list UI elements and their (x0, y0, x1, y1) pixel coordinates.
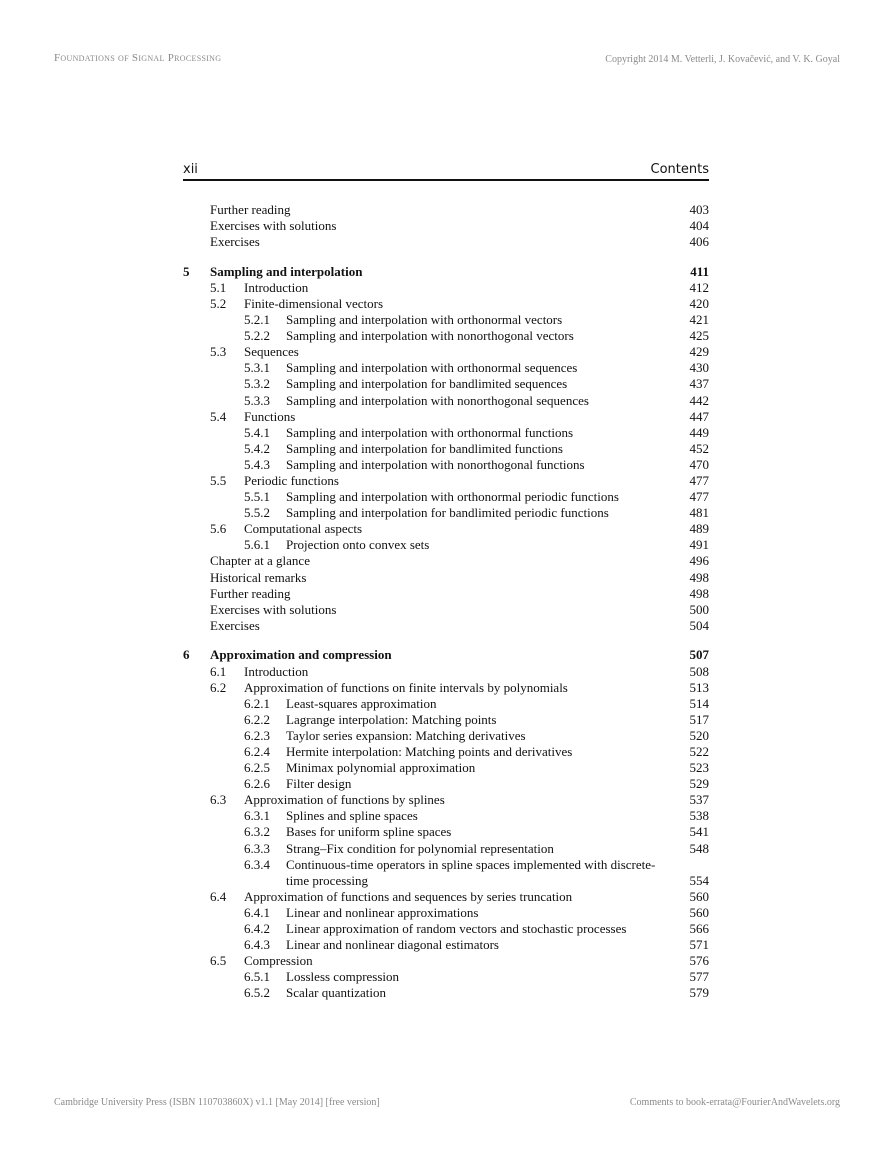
toc-entry-page: 470 (689, 456, 709, 472)
toc-entry-page: 554 (689, 872, 709, 888)
toc-entry-number: 5.4.3 (244, 456, 270, 472)
toc-entry-number: 6.2.3 (244, 727, 270, 743)
toc-entry-title: Least-squares approximation (286, 695, 437, 711)
toc-entry-page: 420 (689, 295, 709, 311)
toc-entry[interactable] (183, 570, 709, 586)
toc-entry-page: 403 (689, 202, 709, 217)
toc-entry[interactable] (183, 664, 709, 680)
toc-entry-title: Approximation and compression (210, 647, 392, 663)
toc-entry-number: 5 (183, 263, 190, 279)
toc-entry-title: Sampling and interpolation for bandlimited periodic functions (286, 505, 609, 521)
toc-entry-title: Linear approximation of random vectors and stochastic processes (286, 921, 627, 937)
toc-entry-page: 498 (689, 585, 709, 601)
toc-entry[interactable] (183, 985, 709, 1001)
toc-entry[interactable] (183, 360, 709, 376)
toc-entry[interactable] (183, 441, 709, 457)
toc-entry-number: 6.4 (210, 888, 227, 904)
toc-entry-page: 507 (689, 647, 709, 663)
toc-entry-number: 6.2.5 (244, 760, 270, 776)
toc-entry-number: 5.2 (210, 295, 227, 311)
toc-entry-number: 5.3.3 (244, 392, 270, 408)
toc-entry-page: 529 (689, 776, 709, 792)
toc-entry-page: 496 (689, 553, 709, 569)
toc-entry-title: Filter design (286, 776, 352, 792)
toc-entry-page: 447 (689, 408, 709, 424)
toc-entry[interactable] (183, 425, 709, 441)
book-title-header: Foundations of Signal Processing (54, 52, 222, 64)
toc-entry-number: 6.2 (210, 679, 227, 695)
toc-entry[interactable] (183, 393, 709, 409)
toc-entry-title: Minimax polynomial approximation (286, 760, 476, 776)
toc-entry-title: Sampling and interpolation (210, 263, 363, 279)
toc-entry[interactable] (183, 824, 709, 840)
toc-entry-page: 517 (689, 711, 709, 727)
toc-entry-page: 523 (689, 760, 709, 776)
toc-entry[interactable] (183, 521, 709, 537)
toc-entry[interactable] (183, 841, 709, 857)
toc-entry-page: 504 (689, 617, 709, 633)
toc-entry-title: Continuous-time operators in spline spaces implemented with discrete- (286, 856, 656, 872)
toc-entry-number: 5.4.1 (244, 424, 270, 440)
toc-entry[interactable] (183, 344, 709, 360)
toc-entry-title: Compression (244, 953, 313, 969)
toc-entry-number: 6.4.3 (244, 937, 270, 953)
toc-entry-number: 6.5.1 (244, 969, 270, 985)
toc-entry-page: 520 (689, 727, 709, 743)
toc-entry-page: 481 (689, 505, 709, 521)
toc-entry-page: 514 (689, 695, 709, 711)
table-of-contents (183, 202, 709, 1002)
toc-entry-title: Sampling and interpolation with orthonormal sequences (286, 360, 578, 376)
toc-entry-number: 5.6.1 (244, 537, 270, 553)
toc-entry[interactable] (183, 776, 709, 792)
toc-entry-title: Hermite interpolation: Matching points and derivatives (286, 744, 573, 759)
toc-entry-page: 579 (689, 985, 709, 1001)
toc-entry[interactable] (183, 953, 709, 969)
toc-entry-title: Linear and nonlinear diagonal estimators (286, 937, 499, 953)
toc-entry-number: 5.2.2 (244, 328, 270, 344)
toc-entry[interactable] (183, 792, 709, 808)
toc-entry-title: Sampling and interpolation with nonorthogonal vectors (286, 328, 574, 344)
toc-entry[interactable] (183, 760, 709, 776)
toc-entry-title: Bases for uniform spline spaces (286, 824, 452, 840)
toc-entry[interactable] (183, 457, 709, 473)
toc-entry[interactable] (183, 969, 709, 985)
toc-entry-title: Chapter at a glance (210, 553, 310, 569)
running-head (183, 162, 709, 181)
toc-entry-number: 5.5 (210, 473, 227, 488)
toc-entry-page: 412 (689, 279, 709, 295)
toc-entry-number: 6.2.1 (244, 695, 270, 711)
toc-entry-page: 404 (689, 218, 709, 234)
toc-entry-title: Sampling and interpolation with orthonormal periodic functions (286, 489, 619, 505)
toc-entry[interactable] (183, 218, 709, 234)
toc-entry-title: Strang–Fix condition for polynomial representation (286, 840, 554, 856)
toc-entry-page: 430 (689, 360, 709, 376)
toc-entry-title: Projection onto convex sets (286, 537, 430, 553)
toc-entry[interactable] (183, 328, 709, 344)
toc-entry-number: 6.2.6 (244, 776, 270, 792)
toc-entry-number: 5.5.2 (244, 505, 270, 521)
toc-entry-title: Functions (244, 408, 296, 424)
publisher-footer: Cambridge University Press (ISBN 110703860X) v1.1 [May 2014] [free version] (54, 1097, 380, 1108)
toc-entry-number: 6.5 (210, 953, 227, 969)
toc-entry-number: 5.1 (210, 279, 227, 295)
toc-entry[interactable] (183, 921, 709, 937)
toc-entry[interactable] (183, 712, 709, 728)
toc-entry-page: 425 (689, 328, 709, 344)
toc-entry-page: 429 (689, 344, 709, 360)
toc-entry-page: 411 (690, 263, 709, 279)
toc-entry-title: Exercises with solutions (210, 601, 337, 617)
toc-entry-page: 577 (689, 969, 709, 985)
toc-entry-title: Further reading (210, 585, 291, 601)
copyright-header: Copyright 2014 M. Vetterli, J. Kovačević, and V. K. Goyal (605, 54, 840, 65)
toc-entry-number: 6.2.2 (244, 711, 270, 727)
toc-entry-title: Further reading (210, 202, 291, 217)
toc-entry[interactable] (183, 280, 709, 296)
toc-entry[interactable] (183, 505, 709, 521)
toc-entry-page: 498 (689, 569, 709, 585)
toc-entry[interactable] (183, 696, 709, 712)
toc-entry-page: 576 (689, 953, 709, 969)
toc-entry[interactable] (183, 905, 709, 921)
toc-entry-number: 5.5.1 (244, 489, 270, 505)
toc-entry-title: Introduction (244, 663, 309, 679)
toc-entry-title: Sampling and interpolation with orthonormal vectors (286, 312, 563, 328)
toc-entry-number: 5.3.2 (244, 376, 270, 392)
toc-entry-number: 6.3.1 (244, 808, 270, 824)
toc-entry-page: 537 (689, 792, 709, 808)
toc-entry[interactable] (183, 537, 709, 553)
toc-entry-title: Sampling and interpolation with nonorthogonal functions (286, 456, 585, 472)
toc-entry-title: Sampling and interpolation for bandlimited functions (286, 440, 563, 456)
toc-entry-title: Exercises (210, 234, 260, 250)
toc-entry-title: Sequences (244, 344, 299, 360)
toc-entry-title: Historical remarks (210, 569, 307, 585)
toc-entry-page: 560 (689, 888, 709, 904)
toc-chapter-entry[interactable] (183, 264, 709, 280)
toc-entry-page: 548 (689, 840, 709, 856)
toc-entry-number: 6.3.2 (244, 824, 270, 840)
toc-entry-number: 5.3.1 (244, 360, 270, 376)
errata-footer: Comments to book-errata@FourierAndWavelets.org (629, 1097, 840, 1108)
toc-entry-title: Exercises with solutions (210, 218, 337, 234)
toc-entry[interactable] (183, 376, 709, 392)
toc-entry-page: 437 (689, 376, 709, 392)
toc-entry-title: Linear and nonlinear approximations (286, 904, 479, 920)
toc-entry[interactable] (183, 312, 709, 328)
toc-entry-title: Scalar quantization (286, 985, 386, 1001)
toc-entry-page: 541 (689, 824, 709, 840)
toc-entry-title: Sampling and interpolation with orthonormal functions (286, 424, 574, 440)
toc-entry[interactable] (183, 409, 709, 425)
toc-entry-number: 6 (183, 647, 190, 663)
toc-entry-page: 522 (689, 744, 709, 759)
toc-entry-number: 5.2.1 (244, 312, 270, 328)
toc-entry[interactable] (183, 234, 709, 250)
toc-entry-page: 566 (689, 921, 709, 937)
toc-entry-number: 6.3.4 (244, 856, 270, 872)
toc-entry[interactable] (183, 473, 709, 489)
toc-entry[interactable] (183, 202, 709, 218)
toc-entry[interactable] (183, 586, 709, 602)
toc-entry-page: 406 (689, 234, 709, 250)
toc-entry[interactable] (183, 602, 709, 618)
toc-entry-number: 5.6 (210, 521, 227, 537)
toc-entry[interactable] (183, 618, 709, 634)
toc-entry[interactable] (183, 873, 709, 889)
toc-entry-page: 477 (689, 489, 709, 505)
toc-entry-page: 508 (689, 663, 709, 679)
toc-entry-number: 6.1 (210, 663, 227, 679)
toc-entry-title: Lossless compression (286, 969, 400, 985)
toc-entry-page: 449 (689, 424, 709, 440)
toc-entry-page: 560 (689, 904, 709, 920)
toc-entry-page: 477 (689, 473, 709, 488)
toc-entry-title: time processing (286, 872, 368, 888)
toc-entry-page: 538 (689, 808, 709, 824)
toc-entry-title: Approximation of functions and sequences by series truncation (244, 888, 573, 904)
toc-entry-title: Exercises (210, 617, 260, 633)
toc-entry-page: 491 (689, 537, 709, 553)
toc-entry-title: Introduction (244, 279, 309, 295)
toc-entry[interactable] (183, 937, 709, 953)
toc-entry-number: 6.2.4 (244, 744, 270, 759)
toc-entry[interactable] (183, 296, 709, 312)
toc-entry-title: Approximation of functions on finite intervals by polynomials (244, 679, 568, 695)
toc-entry-page: 452 (689, 440, 709, 456)
toc-entry[interactable] (183, 728, 709, 744)
section-label: Contents (650, 162, 709, 177)
toc-entry-page: 500 (689, 601, 709, 617)
toc-entry[interactable] (183, 489, 709, 505)
toc-entry-page: 571 (689, 937, 709, 953)
toc-entry-title: Finite-dimensional vectors (244, 295, 384, 311)
toc-entry-title: Computational aspects (244, 521, 363, 537)
toc-entry-number: 6.4.2 (244, 921, 270, 937)
toc-entry[interactable] (183, 889, 709, 905)
toc-entry-number: 5.4 (210, 408, 227, 424)
toc-entry-title: Taylor series expansion: Matching derivatives (286, 727, 526, 743)
toc-entry[interactable] (183, 857, 709, 873)
toc-entry-number: 5.4.2 (244, 440, 270, 456)
toc-entry-page: 513 (689, 679, 709, 695)
toc-entry-number: 6.4.1 (244, 904, 270, 920)
page-label: xii (183, 162, 198, 177)
toc-entry-number: 6.3.3 (244, 840, 270, 856)
toc-entry-page: 442 (689, 392, 709, 408)
toc-entry-title: Splines and spline spaces (286, 808, 418, 824)
toc-entry-number: 6.5.2 (244, 985, 270, 1001)
toc-entry-title: Lagrange interpolation: Matching points (286, 711, 497, 727)
toc-entry-title: Periodic functions (244, 473, 339, 488)
toc-entry-page: 421 (689, 312, 709, 328)
toc-entry-number: 5.3 (210, 344, 227, 360)
toc-entry[interactable] (183, 744, 709, 760)
toc-entry-page: 489 (689, 521, 709, 537)
toc-entry-number: 6.3 (210, 792, 227, 808)
toc-entry[interactable] (183, 553, 709, 569)
toc-chapter-entry[interactable] (183, 647, 709, 663)
toc-entry-title: Approximation of functions by splines (244, 792, 445, 808)
toc-entry[interactable] (183, 808, 709, 824)
toc-entry[interactable] (183, 680, 709, 696)
toc-entry-title: Sampling and interpolation for bandlimited sequences (286, 376, 568, 392)
toc-entry-title: Sampling and interpolation with nonorthogonal sequences (286, 392, 589, 408)
